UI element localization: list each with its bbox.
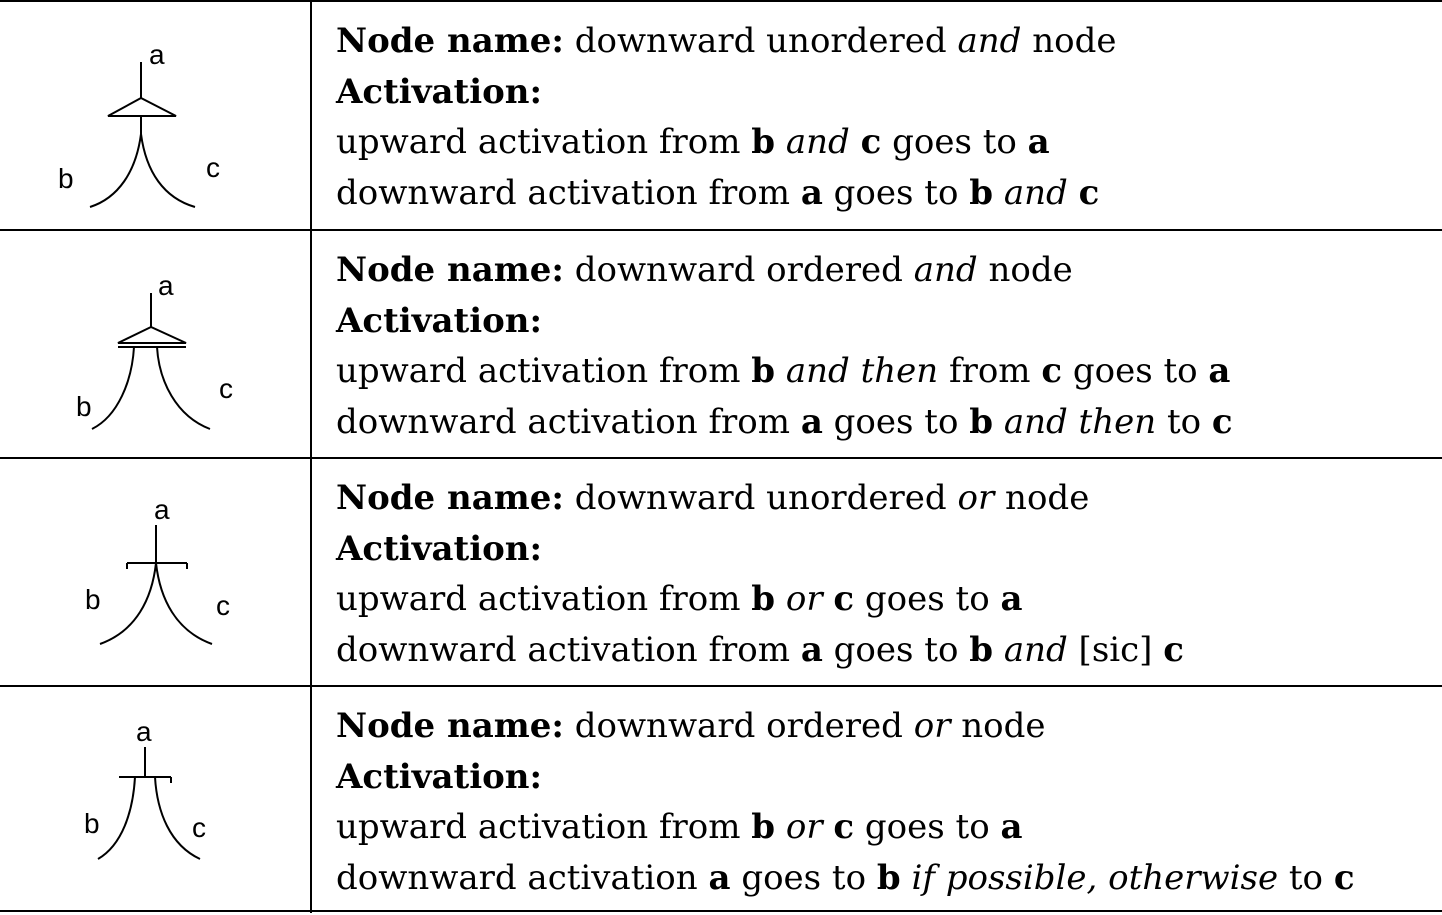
node-description: [336, 245, 1426, 447]
label-c: c: [206, 152, 220, 183]
text-segment: c: [1078, 172, 1100, 213]
branch-c: [157, 347, 210, 429]
unordered-and-node-diagram: [0, 2, 310, 230]
text-segment: upward activation from: [336, 351, 752, 391]
activation-label: Activation:: [336, 300, 543, 341]
branch-b: [100, 563, 156, 644]
node-name-label: Node name:: [336, 478, 564, 518]
text-segment: [775, 351, 786, 391]
text-segment: and: [957, 21, 1022, 61]
downward-activation-line: [336, 168, 1426, 219]
text-segment: a: [800, 172, 823, 213]
text-segment: or: [957, 478, 995, 518]
text-segment: c: [1333, 857, 1355, 898]
text-segment: a: [800, 629, 823, 670]
upward-activation-line: [336, 574, 1426, 625]
text-segment: [993, 630, 1004, 670]
text-segment: c: [833, 579, 855, 619]
text-segment: downward activation: [336, 857, 709, 898]
table-row: [0, 459, 1442, 687]
text-segment: if possible, otherwise: [911, 857, 1279, 898]
branch-c: [156, 563, 212, 644]
text-segment: c: [833, 807, 855, 847]
downward-activation-line: [336, 853, 1426, 904]
text-segment: to: [1278, 857, 1334, 898]
table-row: [0, 2, 1442, 230]
text-segment: c: [1211, 401, 1233, 442]
label-c: c: [192, 812, 206, 843]
text-segment: c: [1041, 351, 1063, 391]
branch-c: [141, 134, 195, 207]
text-segment: and: [1003, 629, 1068, 670]
label-b: b: [58, 163, 74, 194]
text-segment: downward ordered: [574, 706, 914, 746]
node-name-line: [336, 16, 1426, 67]
node-name-line: [336, 473, 1426, 524]
text-segment: b: [751, 351, 776, 391]
label-b: b: [84, 808, 100, 839]
node-name-label: Node name:: [336, 250, 564, 290]
text-segment: goes to: [881, 122, 1028, 162]
text-segment: [993, 402, 1004, 442]
node-name-label: Node name:: [336, 706, 564, 746]
node-name-line: [336, 701, 1426, 752]
text-segment: b: [969, 401, 993, 442]
activation-label: Activation:: [336, 528, 543, 569]
triangle-symbol: [118, 327, 186, 343]
text-segment: and: [785, 122, 850, 162]
text-segment: a: [1000, 579, 1023, 619]
text-segment: [850, 122, 861, 162]
text-segment: b: [751, 122, 776, 162]
table-row: [0, 687, 1442, 915]
text-segment: [775, 579, 786, 619]
table-row: [0, 231, 1442, 459]
text-segment: goes to: [822, 629, 970, 670]
text-segment: b: [969, 172, 993, 213]
node-description: [336, 701, 1426, 903]
text-segment: c: [1163, 629, 1184, 670]
downward-activation-line: [336, 625, 1426, 676]
text-segment: [775, 122, 786, 162]
text-segment: downward activation from: [336, 629, 801, 670]
text-segment: b: [876, 857, 901, 898]
ordered-or-node-diagram: [0, 687, 310, 915]
text-segment: goes to: [822, 172, 970, 213]
node-description: [336, 16, 1426, 218]
text-segment: goes to: [1062, 351, 1209, 391]
text-segment: b: [751, 807, 776, 847]
node-name-line: [336, 245, 1426, 296]
activation-label: Activation:: [336, 756, 543, 797]
branch-b: [90, 134, 141, 207]
text-segment: node: [994, 478, 1090, 518]
text-segment: from: [938, 351, 1042, 391]
text-segment: goes to: [730, 857, 877, 898]
text-segment: and: [913, 250, 978, 290]
upward-activation-line: [336, 117, 1426, 168]
downward-activation-line: [336, 397, 1426, 448]
label-a: a: [149, 39, 165, 70]
text-segment: to: [1156, 401, 1212, 442]
text-segment: upward activation from: [336, 807, 752, 847]
text-segment: goes to: [854, 807, 1001, 847]
branch-b: [98, 777, 135, 859]
text-segment: a: [1208, 351, 1231, 391]
unordered-or-node-diagram: [0, 459, 310, 687]
activation-label: Activation:: [336, 71, 543, 112]
text-segment: [993, 173, 1004, 213]
text-segment: [823, 807, 834, 847]
node-name-label: Node name:: [336, 21, 564, 61]
label-b: b: [76, 391, 92, 422]
upward-activation-line: [336, 802, 1426, 853]
text-segment: [823, 579, 834, 619]
text-segment: [775, 807, 786, 847]
node-description: [336, 473, 1426, 675]
ordered-and-node-diagram: [0, 231, 310, 459]
text-segment: or: [785, 579, 823, 619]
text-segment: [901, 858, 912, 898]
label-a: a: [154, 494, 170, 525]
upward-activation-line: [336, 346, 1426, 397]
text-segment: or: [785, 807, 823, 847]
branch-b: [92, 347, 134, 429]
label-b: b: [85, 584, 101, 615]
text-segment: and then: [785, 351, 939, 391]
text-segment: c: [860, 122, 882, 162]
text-segment: upward activation from: [336, 579, 752, 619]
text-segment: downward activation from: [336, 172, 801, 213]
text-segment: [1068, 173, 1079, 213]
text-segment: downward ordered: [574, 250, 914, 290]
label-a: a: [158, 270, 174, 301]
text-segment: upward activation from: [336, 122, 752, 162]
text-segment: downward unordered: [574, 21, 958, 61]
text-segment: downward unordered: [574, 478, 958, 518]
text-segment: node: [977, 250, 1073, 290]
text-segment: node: [950, 706, 1046, 746]
text-segment: downward activation from: [336, 401, 801, 442]
triangle-symbol: [108, 98, 176, 116]
label-a: a: [136, 716, 152, 747]
text-segment: a: [1027, 122, 1050, 162]
text-segment: a: [800, 401, 823, 442]
text-segment: [sic]: [1067, 629, 1164, 670]
text-segment: b: [969, 629, 993, 670]
text-segment: goes to: [854, 579, 1001, 619]
text-segment: and then: [1003, 401, 1157, 442]
text-segment: b: [751, 579, 776, 619]
text-segment: and: [1003, 172, 1068, 213]
text-segment: node: [1021, 21, 1117, 61]
label-c: c: [219, 373, 233, 404]
label-c: c: [216, 590, 230, 621]
text-segment: goes to: [822, 401, 970, 442]
text-segment: a: [1000, 807, 1023, 847]
text-segment: or: [913, 706, 951, 746]
text-segment: a: [708, 857, 731, 898]
